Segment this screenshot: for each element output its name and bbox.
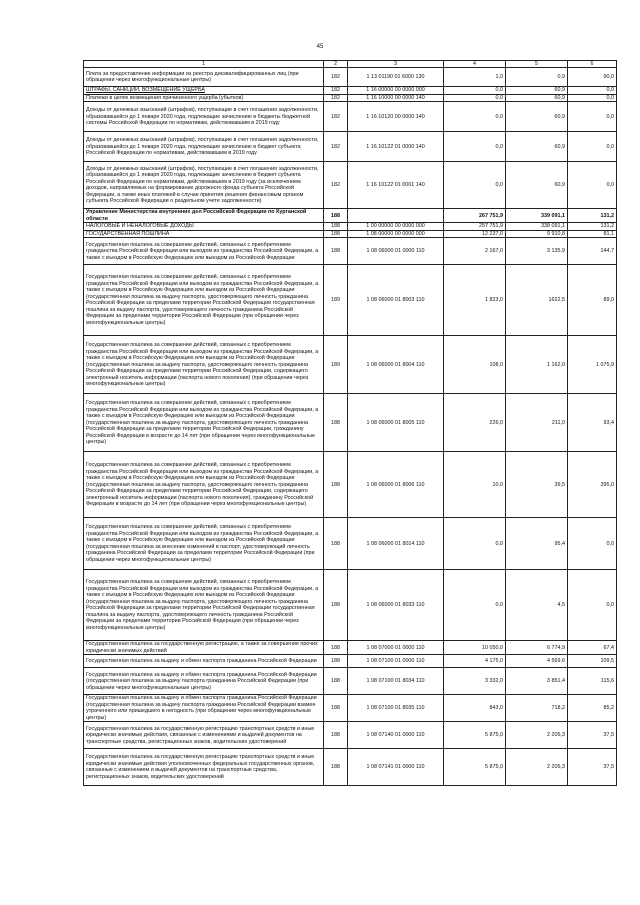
row-plan-value: 843,0 <box>444 695 506 722</box>
table-row <box>84 668 617 695</box>
row-actual-value: 4,5 <box>506 570 568 641</box>
row-plan-value: 0,0 <box>444 132 506 162</box>
table-row <box>84 394 617 452</box>
row-admin-code: 188 <box>324 722 348 749</box>
row-admin-code: 182 <box>324 102 348 132</box>
row-admin-code: 188 <box>324 230 348 237</box>
table-row <box>84 87 617 94</box>
row-actual-value: 718,2 <box>506 695 568 722</box>
row-percent-value: 131,2 <box>568 209 617 223</box>
table-row <box>84 102 617 132</box>
row-admin-code: 182 <box>324 132 348 162</box>
row-percent-value: 37,5 <box>568 722 617 749</box>
row-percent-value: 131,2 <box>568 223 617 230</box>
budget-revenue-table <box>83 60 617 786</box>
row-admin-code: 188 <box>324 452 348 518</box>
row-plan-value: 226,0 <box>444 394 506 452</box>
row-admin-code: 188 <box>324 695 348 722</box>
row-percent-value: 0,0 <box>568 102 617 132</box>
row-actual-value: 1 162,0 <box>506 336 568 394</box>
row-actual-value: 60,9 <box>506 132 568 162</box>
header-cell: 4 <box>444 61 506 68</box>
table-header-row <box>84 61 617 68</box>
row-percent-value: 0,0 <box>568 94 617 101</box>
row-actual-value: 3 851,4 <box>506 668 568 695</box>
row-actual-value: 1622,5 <box>506 265 568 336</box>
row-actual-value: 2 205,3 <box>506 749 568 786</box>
header-cell: 1 <box>84 61 324 68</box>
row-admin-code: 188 <box>324 223 348 230</box>
row-percent-value: 0,0 <box>568 570 617 641</box>
row-description: Государственная пошлина за государственную регистрацию транспортных средств и иные юридически значимые действия, связанные с изменениями и выдачей документов на транспортные средства, регистрационных знаков, водительских удостоверений <box>84 722 324 749</box>
row-admin-code: 182 <box>324 94 348 101</box>
row-plan-value: 10 050,0 <box>444 641 506 655</box>
row-budget-code: 1 08 06000 01 8014 110 <box>348 518 444 570</box>
row-budget-code: 1 08 07000 01 0000 110 <box>348 641 444 655</box>
row-plan-value: 1,0 <box>444 68 506 87</box>
row-plan-value: 3 332,0 <box>444 668 506 695</box>
row-plan-value: 0,0 <box>444 570 506 641</box>
row-actual-value: 60,9 <box>506 162 568 209</box>
row-description: Государственная пошлина за совершение действий, связанных с приобретением гражданства Российской Федерации или выходом из гражданства Российской Федерации, а также с въездом в Российскую Федерацию или выездом из Российской Федерации (государственная пошлина за выдачу паспорта, удостоверяющего личность гражданина Российской Федерации за пределами территории Российской Федерации государственная пошлина за выдачу паспорта, удостоверяющего личность гражданина Российской Федерации за пределами территории Российской Федерации (при обращении через многофункциональные центры) <box>84 570 324 641</box>
row-percent-value: 81,1 <box>568 230 617 237</box>
row-percent-value: 67,4 <box>568 641 617 655</box>
row-description: Государственная пошлина за совершение действий, связанных с приобретением гражданства Российской Федерации или выходом из гражданства Российской Федерации, а также с въездом в Российскую Федерацию или выездом из Российской Федерации (государственная пошлина за внесение изменений в паспорт, удостоверяющий личность гражданина Российской Федерации за пределами территории Российской Федерации (при обращении через многофункциональные центры) <box>84 518 324 570</box>
row-percent-value: 0,0 <box>568 518 617 570</box>
row-description: Доходы от денежных взысканий (штрафов), поступающие в счет погашения задолженности, образовавшейся до 1 января 2020 года, подлежащие зачислению в бюджет субъекта Российской Федерации по нормативам, действовавшим в 2019 году (за исключением доходов, направляемых на формирование дорожного фонда субъекта Российской Федерации, а также иных платежей в случае принятия решения финансовым органом субъекта Российской Федерации о раздельном учете задолженности) <box>84 162 324 209</box>
row-description: Доходы от денежных взысканий (штрафов), поступающие в счет погашения задолженности, образовавшейся до 1 января 2020 года, подлежащие зачислению в бюджет субъекта Российской Федерации по нормативам, действовавшим в 2019 году <box>84 132 324 162</box>
row-percent-value: 0,0 <box>568 132 617 162</box>
row-actual-value: 60,9 <box>506 94 568 101</box>
table-row <box>84 452 617 518</box>
row-budget-code: 1 08 06000 01 8005 110 <box>348 394 444 452</box>
row-percent-value: 89,0 <box>568 265 617 336</box>
table-row <box>84 209 617 223</box>
row-budget-code: 1 13 01190 01 6000 130 <box>348 68 444 87</box>
table-row <box>84 722 617 749</box>
row-plan-value: 0,0 <box>444 94 506 101</box>
row-actual-value: 39,5 <box>506 452 568 518</box>
row-budget-code: 1 16 10000 00 0000 140 <box>348 94 444 101</box>
row-description: Государственная пошлина за выдачу и обмен паспорта гражданина Российской Федерации (государственная пошлина за выдачу паспорта гражданина Российской Федерации (при обращении через многофункциональные центры) <box>84 668 324 695</box>
row-plan-value: 0,0 <box>444 162 506 209</box>
row-description: ГОСУДАРСТВЕННАЯ ПОШЛИНА <box>84 230 324 237</box>
row-description: Государственная пошлина за государственную регистрацию транспортных средств и иные юридически значимые действия уполномоченных федеральных государственных органов, связанные с изменением и выдачей документов на транспортные средства, регистрационных знаков, водительских удостоверений <box>84 749 324 786</box>
row-description: Доходы от денежных взысканий (штрафов), поступающие в счет погашения задолженности, образовавшейся до 1 января 2020 года, подлежащие зачислению в бюджеты бюджетной системы Российской Федерации по нормативам, действовавшим в 2019 году <box>84 102 324 132</box>
row-percent-value: 90,0 <box>568 68 617 87</box>
row-admin-code: 188 <box>324 668 348 695</box>
row-admin-code: 182 <box>324 162 348 209</box>
row-budget-code: 1 16 10122 01 0000 140 <box>348 132 444 162</box>
row-plan-value: 4 175,0 <box>444 655 506 668</box>
row-plan-value: 5 875,0 <box>444 749 506 786</box>
row-plan-value: 0,0 <box>444 518 506 570</box>
header-cell: 3 <box>348 61 444 68</box>
row-budget-code: 1 08 07100 01 0000 110 <box>348 655 444 668</box>
row-admin-code: 188 <box>324 655 348 668</box>
row-admin-code: 189 <box>324 336 348 394</box>
row-actual-value: 95,4 <box>506 518 568 570</box>
row-budget-code: 1 08 06000 01 8003 110 <box>348 265 444 336</box>
row-admin-code: 188 <box>324 570 348 641</box>
row-description: Государственная пошлина за совершение действий, связанных с приобретением гражданства Российской Федерации или выходом из гражданства Российской Федерации, а также с въездом в Российскую Федерацию или выездом из Российской Федерации (государственная пошлина за выдачу паспорта, удостоверяющего личность гражданина Российской Федерации за пределами территории Российской Федерации, содержащего электронный носитель информации (паспорта нового поколения), гражданину Российской Федерации в возрасте до 14 лет (при обращении через многофункциональные центры) <box>84 452 324 518</box>
row-admin-code: 182 <box>324 68 348 87</box>
row-percent-value: 0,0 <box>568 162 617 209</box>
row-budget-code: 1 16 10122 01 0001 140 <box>348 162 444 209</box>
table-row <box>84 265 617 336</box>
table-row <box>84 695 617 722</box>
row-budget-code: 1 08 07100 01 8035 110 <box>348 695 444 722</box>
row-budget-code: 1 00 00000 00 0000 000 <box>348 223 444 230</box>
row-percent-value: 144,7 <box>568 238 617 265</box>
table-row <box>84 68 617 87</box>
table-row <box>84 238 617 265</box>
header-cell: 6 <box>568 61 617 68</box>
row-admin-code: 189 <box>324 265 348 336</box>
row-percent-value: 109,5 <box>568 655 617 668</box>
row-budget-code: 1 08 00000 00 0000 000 <box>348 230 444 237</box>
table-row <box>84 655 617 668</box>
row-admin-code: 188 <box>324 238 348 265</box>
row-actual-value: 9 910,8 <box>506 230 568 237</box>
row-plan-value: 10,0 <box>444 452 506 518</box>
row-percent-value: 85,2 <box>568 695 617 722</box>
row-percent-value: 115,6 <box>568 668 617 695</box>
row-actual-value: 0,9 <box>506 68 568 87</box>
row-budget-code: 1 08 07141 01 0000 110 <box>348 749 444 786</box>
table-row <box>84 749 617 786</box>
table-row <box>84 641 617 655</box>
row-percent-value: 37,5 <box>568 749 617 786</box>
row-actual-value: 60,9 <box>506 102 568 132</box>
row-actual-value: 3 135,9 <box>506 238 568 265</box>
header-cell: 2 <box>324 61 348 68</box>
table-row <box>84 570 617 641</box>
row-budget-code: 1 16 10120 00 0000 140 <box>348 102 444 132</box>
row-description: Государственная пошлина за совершение действий, связанных с приобретением гражданства Российской Федерации или выходом из гражданства Российской Федерации, а также с въездом в Российскую Федерацию или выездом из Российской Федерации (государственная пошлина за выдачу паспорта, удостоверяющего личность гражданина Российской Федерации за пределами территории Российской Федерации, гражданину Российской Федерации в возрасте до 14 лет (при обращении через многофункциональные центры) <box>84 394 324 452</box>
table-row <box>84 336 617 394</box>
row-budget-code: 1 08 06000 01 8006 110 <box>348 452 444 518</box>
row-admin-code: 188 <box>324 749 348 786</box>
row-budget-code: 1 16 00000 00 0000 000 <box>348 87 444 94</box>
row-plan-value: 0,0 <box>444 87 506 94</box>
row-description: Государственная пошлина за выдачу и обмен паспорта гражданина Российской Федерации <box>84 655 324 668</box>
row-description: Государственная пошлина за совершение действий, связанных с приобретением гражданства Российской Федерации или выходом из гражданства Российской Федерации, а также с въездом в Российскую Федерацию или выездом из Российской Федерации (государственная пошлина за выдачу паспорта, удостоверяющего личность гражданина Российской Федерации за пределами территории Российской Федерации, содержащего электронный носитель информации (паспорта нового поколения) (при обращении через многофункциональные центры) <box>84 336 324 394</box>
row-description: Плата за предоставление информации из реестра дисквалифицированных лиц (при обращении через многофункциональные центры) <box>84 68 324 87</box>
table-row <box>84 223 617 230</box>
row-budget-code: 1 08 06000 01 0000 110 <box>348 238 444 265</box>
row-budget-code: 1 08 07100 01 8034 110 <box>348 668 444 695</box>
row-admin-code: 188 <box>324 518 348 570</box>
row-admin-code: 188 <box>324 394 348 452</box>
row-actual-value: 60,9 <box>506 87 568 94</box>
row-budget-code <box>348 209 444 223</box>
row-actual-value: 338 091,1 <box>506 223 568 230</box>
row-plan-value: 12 237,0 <box>444 230 506 237</box>
row-plan-value: 1 823,0 <box>444 265 506 336</box>
row-plan-value: 257 751,9 <box>444 223 506 230</box>
row-plan-value: 267 751,9 <box>444 209 506 223</box>
row-plan-value: 2 167,0 <box>444 238 506 265</box>
header-cell: 5 <box>506 61 568 68</box>
row-actual-value: 339 091,1 <box>506 209 568 223</box>
row-actual-value: 2 205,3 <box>506 722 568 749</box>
row-budget-code: 1 08 06000 01 8033 110 <box>348 570 444 641</box>
row-description: Государственная пошлина за совершение действий, связанных с приобретением гражданства Российской Федерации или выходом из гражданства Российской Федерации, а также с въездом в Российскую Федерацию или выездом из Российской Федерации <box>84 238 324 265</box>
row-percent-value: 1 075,9 <box>568 336 617 394</box>
row-percent-value: 93,4 <box>568 394 617 452</box>
row-description: НАЛОГОВЫЕ И НЕНАЛОГОВЫЕ ДОХОДЫ <box>84 223 324 230</box>
table-row <box>84 230 617 237</box>
row-admin-code: 188 <box>324 641 348 655</box>
row-plan-value: 5 875,0 <box>444 722 506 749</box>
row-budget-code: 1 08 07140 01 0000 110 <box>348 722 444 749</box>
row-plan-value: 108,0 <box>444 336 506 394</box>
row-actual-value: 4 569,6 <box>506 655 568 668</box>
row-description: ШТРАФЫ, САНКЦИИ, ВОЗМЕЩЕНИЕ УЩЕРБА <box>84 87 324 94</box>
row-percent-value: 0,0 <box>568 87 617 94</box>
row-description: Государственная пошлина за выдачу и обмен паспорта гражданина Российской Федерации (государственная пошлина за выдачу паспорта гражданина Российской Федерации взамен утраченного или пришедшего в негодность (при обращении через многофункциональные центры) <box>84 695 324 722</box>
row-plan-value: 0,0 <box>444 102 506 132</box>
row-description: Государственная пошлина за государственную регистрацию, а также за совершение прочих юридически значимых действий <box>84 641 324 655</box>
row-admin-code: 188 <box>324 209 348 223</box>
row-budget-code: 1 08 06000 01 8004 110 <box>348 336 444 394</box>
table-row <box>84 132 617 162</box>
row-description: Платежи в целях возмещения причиненного ущерба (убытков) <box>84 94 324 101</box>
row-actual-value: 211,0 <box>506 394 568 452</box>
page-number: 45 <box>316 44 324 50</box>
row-actual-value: 6 774,9 <box>506 641 568 655</box>
row-description: Управление Министерства внутренних дел Российской Федерации по Курганской области <box>84 209 324 223</box>
row-admin-code: 182 <box>324 87 348 94</box>
table-row <box>84 518 617 570</box>
table-row <box>84 94 617 101</box>
row-percent-value: 395,0 <box>568 452 617 518</box>
row-description: Государственная пошлина за совершение действий, связанных с приобретением гражданства Российской Федерации или выходом из гражданства Российской Федерации, а также с въездом в Российскую Федерацию или выездом из Российской Федерации (государственная пошлина за выдачу паспорта, удостоверяющего личность гражданина Российской Федерации за пределами территории Российской Федерации государственная пошлина за выдачу паспорта, удостоверяющего личность гражданина Российской Федерации за пределами территории Российской Федерации (при обращении через многофункциональные центры) <box>84 265 324 336</box>
table-row <box>84 162 617 209</box>
